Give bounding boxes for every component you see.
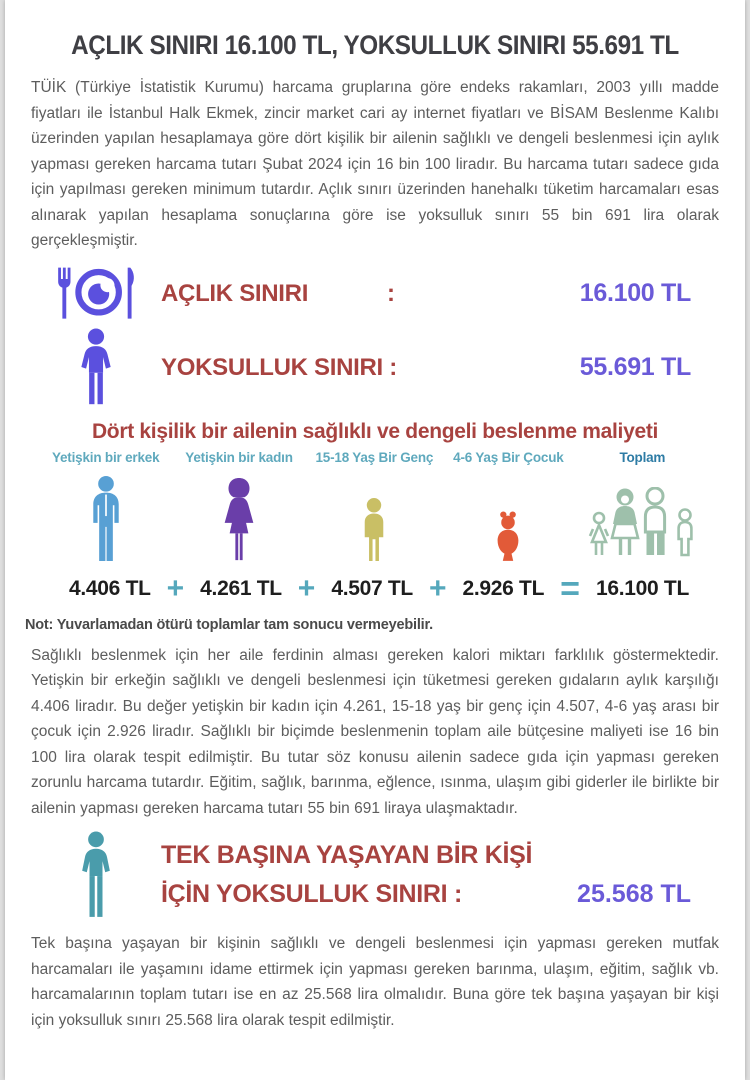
poverty-threshold-value: 55.691 TL [579,353,691,381]
single-person-icon [31,831,161,919]
column-label-adult-man: Yetişkin bir erkek [51,449,160,465]
hunger-threshold-value: 16.100 TL [579,279,691,307]
plus-icon: + [297,571,316,605]
hunger-threshold-row [31,264,719,324]
woman-icon [172,471,305,563]
column-label-child: 4-6 Yaş Bir Çocuk [453,449,564,465]
plus-icon: + [428,571,447,605]
family-cost-icons [31,471,719,563]
man-icon [39,471,172,563]
infographic-page [5,0,745,1080]
single-person-text [161,831,719,919]
value-total: 16.100 TL [595,576,689,600]
person-icon [31,328,161,408]
value-child: 2.926 TL [462,576,545,600]
value-adult-woman: 4.261 TL [200,576,282,600]
column-label-teen: 15-18 Yaş Bir Genç [315,449,434,465]
single-detail-paragraph: Tek başına yaşayan bir kişinin sağlıklı ve dengeli beslenmesi için yapması gereken mutfak harcamaları ile yaşamını idame ettirmek için yapması gereken barınma, ulaşım, eğitim, sağlık vb. harcamalarının toplam tutarı ise en az 25.568 lira olmalıdır. Buna göre tek başına yaşayan bir kişi için yoksulluk sınırı 25.568 lira olarak tespit edilmiştir. [31,935,719,1029]
child-icon [443,471,574,563]
meal-plate-icon [31,264,161,324]
family-cost-values [31,563,719,608]
single-person-value: 25.568 TL [577,880,691,908]
hunger-threshold-label: AÇLIK SINIRI [161,279,309,307]
equals-icon: = [560,569,580,608]
plus-icon: + [166,571,185,605]
family-cost-labels [31,450,719,471]
column-label-total: Toplam [619,449,666,465]
family-cost-heading: Dört kişilik bir ailenin sağlıklı ve dengeli beslenme maliyeti [91,419,659,443]
rounding-note: Not: Yuvarlamadan ötürü toplamlar tam sonucu vermeyebilir. [25,616,433,633]
single-person-line1: TEK BAŞINA YAŞAYAN BİR KİŞİ [161,841,533,869]
poverty-threshold-label: YOKSULLUK SINIRI : [161,353,397,381]
teen-icon [306,471,443,563]
column-label-adult-woman: Yetişkin bir kadın [185,449,293,465]
poverty-threshold-row [31,328,719,408]
hunger-threshold-colon: : [387,279,395,307]
single-person-line2: İÇİN YOKSULLUK SINIRI : [161,880,462,908]
single-person-threshold-row [31,831,719,919]
value-adult-man: 4.406 TL [69,576,151,600]
family-detail-paragraph: Sağlıklı beslenmek için her aile ferdinin alması gereken kalori miktarı farklılık göstermektedir. Yetişkin bir erkeğin sağlıklı ve dengeli beslenmesi için tüketmesi gereken gıdaların aylık karşılığı 4.406 liradır. Bu değer yetişkin bir kadın için 4.261, 15-18 yaş bir genç için 4.507, 4-6 yaş arası bir çocuk için 2.926 liradır. Sağlıklı bir biçimde beslenmenin toplam aile bütçesine maliyeti ise 16 bin 100 lira olarak tespit edilmiştir. Bu tutar söz konusu ailenin sadece gıda için yapması gereken zorunlu harcama tutardır. Eğitim, sağlık, barınma, eğlence, ısınma, ulaşım gibi giderler ile birlikte bir ailenin yapması gereken harcama tutarı 55 bin 691 liraya ulaşmaktadır. [31,646,719,817]
value-teen: 4.507 TL [331,576,413,600]
family-icon [574,471,711,563]
intro-paragraph: TÜİK (Türkiye İstatistik Kurumu) harcama gruplarına göre endeks rakamları, 2003 yıllı madde fiyatları ile İstanbul Halk Ekmek, zincir market cari ay internet fiyatları ve BİSAM Beslenme Kalıbı üzerinden yapılan hesaplamaya göre dört kişilik bir ailenin sağlıklı ve dengeli beslenmesi için aylık yapması gereken harcama tutarı Şubat 2024 için 16 bin 100 liradır. Bu harcama tutarı sadece gıda için yapılması gereken minimum tutardır. Açlık sınırı üzerinden hanehalkı tüketim harcamaları esas alınarak yapılan hesaplama sonuçlarına göre ise yoksulluk sınırı 55 bin 691 lira olarak gerçekleşmiştir. [31,79,719,249]
page-title: AÇLIK SINIRI 16.100 TL, YOKSULLUK SINIRI 55.691 TL [71,30,679,60]
